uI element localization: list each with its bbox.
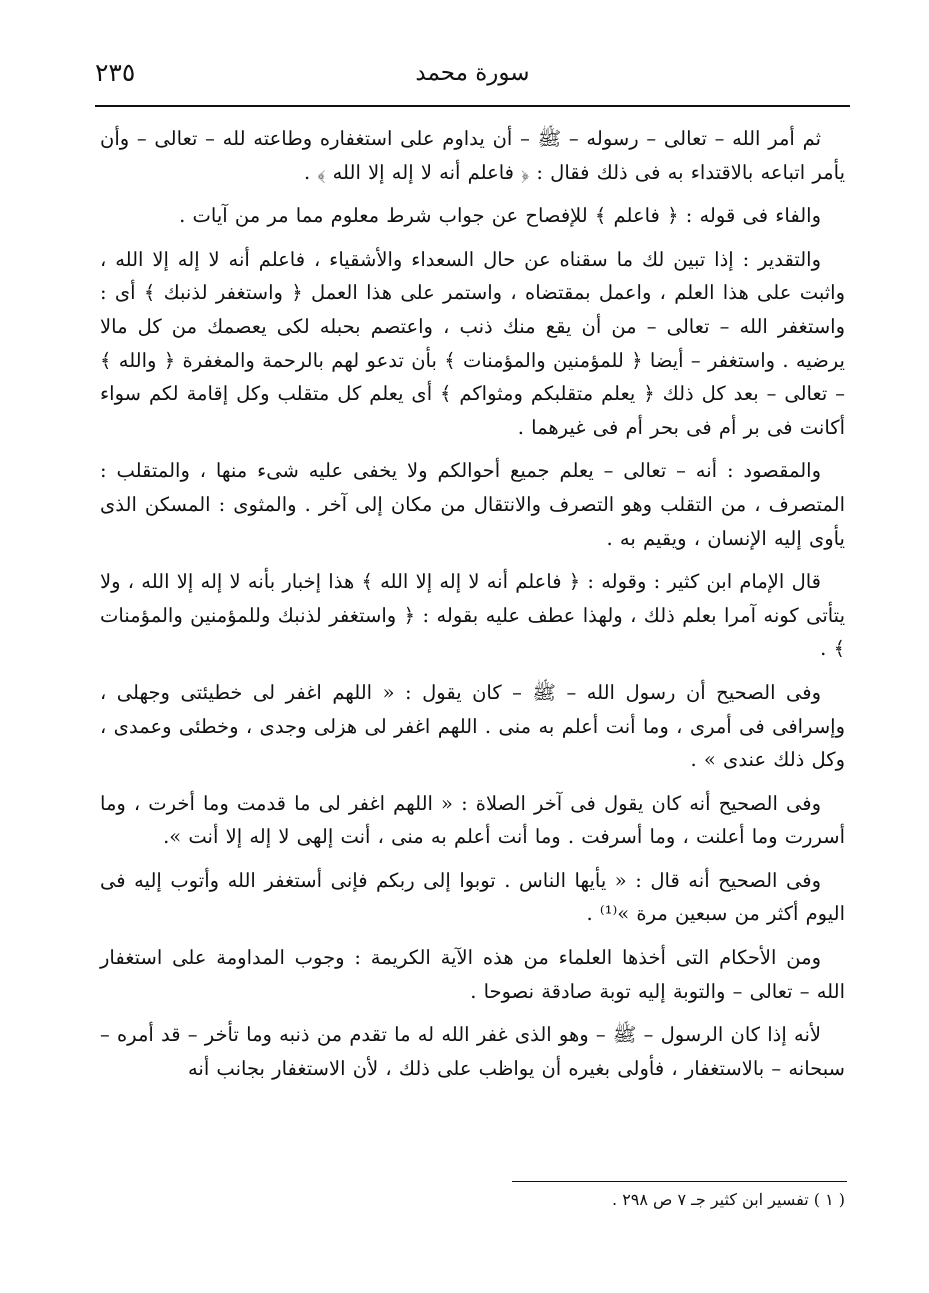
paragraph: ثم أمر الله – تعالى – رسوله – ﷺ – أن يداوم على استغفاره وطاعته لله – تعالى – وأن يأمر اتباعه بالاقتداء به فى ذلك فقال : ﴿ فاعلم أنه لا إله إلا الله ﴾ . [100,127,845,184]
page-header [95,58,850,98]
paragraph: والمقصود : أنه – تعالى – يعلم جميع أحوالكم ولا يخفى عليه شىء منها ، والمتقلب : المتصرف ، من التقلب وهو التصرف والانتقال من مكان إلى آخر . والمثوى : المسكن الذى يأوى إليه الإنسان ، ويقيم به . [100,459,845,550]
footnote-rule [512,1181,847,1182]
running-title: سورة محمد [415,60,530,86]
body-text [100,122,845,1095]
paragraph: وفى الصحيح أن رسول الله – ﷺ – كان يقول : « اللهم اغفر لى خطيئتى وجهلى ، وإسرافى فى أمرى ، وما أنت أعلم به منى . اللهم اغفر لى هزلى وجدى ، وخطئى وعمدى ، وكل ذلك عندى » . [100,680,845,772]
paragraph: ومن الأحكام التى أخذها العلماء من هذه الآية الكريمة : وجوب المداومة على استغفار الله – تعالى – والتوبة إليه توبة صادقة نصوحا . [100,946,845,1003]
paragraph: وفى الصحيح أنه قال : « يأيها الناس . توبوا إلى ربكم فإنى أستغفر الله وأتوب إليه فى اليوم أكثر من سبعين مرة »⁽¹⁾ . [100,868,845,926]
paragraph: وفى الصحيح أنه كان يقول فى آخر الصلاة : « اللهم اغفر لى ما قدمت وما أخرت ، وما أسررت وما أعلنت ، وما أسرفت . وما أنت أعلم به منى ، أنت إلهى لا إله إلا أنت ». [100,791,845,849]
page-number: ٢٣٥ [95,58,136,87]
header-rule [95,105,850,107]
paragraph: والتقدير : إذا تبين لك ما سقناه عن حال السعداء والأشقياء ، فاعلم أنه لا إله إلا الله ، واثبت على هذا العلم ، واعمل بمقتضاه ، واستمر على هذا العمل ﴿ واستغفر لذنبك ﴾ أى : واستغفر الله – تعالى – من أن يقع منك ذنب ، واعتصم بحبله لكى يعصمك من كل مالا يرضيه . واستغفر – أيضا ﴿ للمؤمنين والمؤمنات ﴾ بأن تدعو لهم بالرحمة والمغفرة ﴿ والله ﴾ – تعالى – بعد كل ذلك ﴿ يعلم متقلبكم ومثواكم ﴾ أى يعلم كل متقلب وكل إقامة لكم سواء أكانت فى بر أم فى بحر أم فى غيرهما . [100,247,845,439]
footnote: ( ١ ) تفسير ابن كثير جـ ٧ ص ٢٩٨ . [612,1190,845,1209]
paragraph: والفاء فى قوله : ﴿ فاعلم ﴾ للإفصاح عن جواب شرط معلوم مما مر من آيات . [179,204,821,228]
paragraph: لأنه إذا كان الرسول – ﷺ – وهو الذى غفر الله له ما تقدم من ذنبه وما تأخر – قد أمره – سبحانه – بالاستغفار ، فأولى بغيره أن يواظب على ذلك ، لأن الاستغفار بجانب أنه [100,1023,845,1080]
paragraph: قال الإمام ابن كثير : وقوله : ﴿ فاعلم أنه لا إله إلا الله ﴾ هذا إخبار بأنه لا إله إلا الله ، ولا يتأتى كونه آمرا بعلم ذلك ، ولهذا عطف عليه بقوله : ﴿ واستغفر لذنبك وللمؤمنين والمؤمنات ﴾ . [100,570,845,661]
